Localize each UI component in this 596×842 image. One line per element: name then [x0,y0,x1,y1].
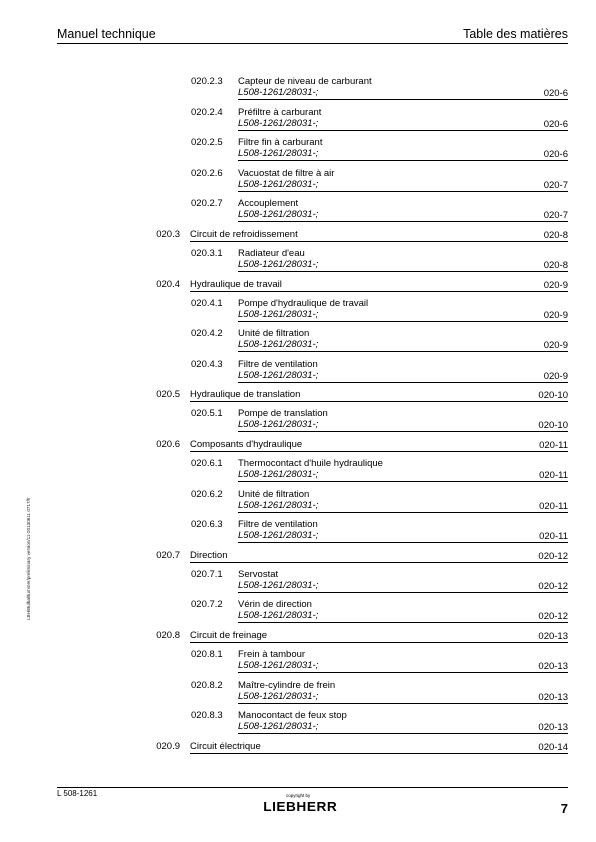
entry-number: 020.7.2 [191,599,223,611]
entry-title: Filtre de ventilation [238,358,318,370]
entry-title: Pompe de translation [238,408,328,420]
entry-number: 020.2.7 [191,198,223,210]
entry-number: 020.2.6 [191,167,223,179]
toc-entry[interactable] [0,107,596,133]
page-ref: 020-14 [538,741,568,753]
entry-number: 020.8.2 [191,679,223,691]
page-ref: 020-6 [543,118,568,130]
page-ref: 020-6 [543,88,568,99]
entry-title: Servostat [238,568,279,580]
entry-number: 020.6.1 [191,458,223,469]
section-title: Circuit de freinage [190,630,268,641]
model-ref: L508-1261/28031-; [238,117,319,129]
section-title: Circuit de refroidissement [190,229,298,240]
entry-underline [238,191,568,192]
entry-underline [238,160,568,161]
page-ref: 020-7 [543,179,568,191]
model-ref: L508-1261/28031-; [238,530,319,542]
toc-section[interactable] [0,439,596,453]
toc-section[interactable] [0,229,596,243]
entry-title: Radiateur d'eau [238,248,305,259]
header-divider [57,43,568,44]
entry-number: 020.4.2 [191,328,223,340]
page-ref: 020-11 [539,470,568,481]
page-ref: 020-10 [538,420,568,432]
entry-number: 020.4.3 [191,358,223,370]
entry-underline [190,401,568,402]
entry-number: 020.7.1 [191,568,223,580]
model-ref: L508-1261/28031-; [238,209,319,221]
entry-title: Vacuostat de filtre à air [238,167,335,179]
entry-underline [238,622,568,623]
entry-number: 020.4.1 [191,297,223,309]
page-ref: 020-13 [538,661,568,672]
page-ref: 020-9 [543,370,568,382]
toc-section[interactable] [0,279,596,293]
entry-underline [190,753,568,754]
toc-section[interactable] [0,389,596,403]
page-ref: 020-12 [538,550,568,562]
entry-title: Thermocontact d'huile hydraulique [238,458,383,469]
page-ref: 020-7 [543,210,568,222]
header-section: Table des matières [463,27,568,41]
model-ref: L508-1261/28031-; [238,419,319,431]
entry-underline [238,130,568,131]
page-ref: 020-13 [538,722,568,734]
entry-title: Préfiltre à carburant [238,106,322,118]
entry-title: Vérin de direction [238,599,312,611]
page-ref: 020-9 [543,309,568,321]
entry-number: 020.6.3 [191,519,223,531]
model-ref: L508-1261/28031-; [238,721,319,733]
entry-underline [190,241,568,242]
entry-underline [238,703,568,704]
header-title: Manuel technique [57,27,156,41]
entry-underline [238,382,568,383]
entry-title: Frein à tambour [238,649,306,660]
entry-underline [190,451,568,452]
page-ref: 020-12 [538,611,568,623]
toc-entry[interactable] [0,680,596,706]
model-ref: L508-1261/28031-; [238,610,319,622]
section-title: Hydraulique de translation [190,389,301,401]
section-title: Composants d'hydraulique [190,439,303,450]
toc-entry[interactable] [0,458,596,484]
page-ref: 020-8 [543,230,568,241]
toc-section[interactable] [0,630,596,644]
toc-entry[interactable] [0,489,596,515]
entry-underline [238,592,568,593]
liebherr-logo: LIEBHERR [263,799,338,814]
section-title: Circuit électrique [190,740,261,752]
entry-number: 020.3.1 [191,248,223,259]
entry-number: 020.8.3 [191,710,223,722]
model-ref: L508-1261/28031-; [238,308,319,320]
page-ref: 020-11 [539,500,568,512]
page-ref: 020-13 [538,691,568,703]
entry-title: Filtre de ventilation [238,519,318,531]
model-ref: L508-1261/28031-; [238,339,319,351]
model-ref: L508-1261/28031-; [238,259,319,270]
section-number: 020.5 [156,389,180,401]
entry-underline [238,431,568,432]
section-title: Direction [190,549,228,561]
toc-entry[interactable] [0,137,596,163]
entry-underline [238,351,568,352]
toc-entry[interactable] [0,168,596,194]
toc-entry[interactable] [0,76,596,102]
toc-entry[interactable] [0,328,596,354]
entry-title: Manocontact de feux stop [238,710,347,722]
page-ref: 020-10 [538,390,568,402]
entry-number: 020.8.1 [191,649,223,660]
section-number: 020.9 [156,740,180,752]
entry-title: Capteur de niveau de carburant [238,76,372,87]
entry-number: 020.2.5 [191,137,223,149]
toc-entry[interactable] [0,569,596,595]
page-ref: 020-11 [539,440,568,451]
entry-underline [238,271,568,272]
entry-title: Accouplement [238,198,299,210]
entry-underline [190,642,568,643]
entry-underline [238,321,568,322]
model-ref: L508-1261/28031-; [238,148,319,160]
sidebar-version-text: LBH/Bulbaltlummer/preliminary version/11-20130611 0717/fr [26,497,31,620]
entry-title: Pompe d'hydraulique de travail [238,297,369,309]
model-ref: L508-1261/28031-; [238,178,319,190]
toc-entry[interactable] [0,710,596,736]
section-number: 020.4 [156,278,180,290]
page-ref: 020-6 [543,149,568,161]
model-ref: L508-1261/28031-; [238,579,319,591]
section-number: 020.3 [156,229,180,240]
page-ref: 020-13 [538,631,568,642]
page-ref: 020-11 [539,531,568,543]
footer-divider [57,787,568,788]
toc-entry[interactable] [0,599,596,625]
model-ref: L508-1261/28031-; [238,660,319,671]
entry-underline [238,733,568,734]
entry-underline [238,481,568,482]
entry-number: 020.6.2 [191,488,223,500]
entry-title: Filtre fin à carburant [238,137,323,149]
section-number: 020.6 [156,439,180,450]
entry-number: 020.2.4 [191,106,223,118]
model-ref: L508-1261/28031-; [238,690,319,702]
toc-entry[interactable] [0,198,596,224]
entry-underline [238,512,568,513]
footer-doc-id: L 508-1261 [57,789,98,798]
toc-section[interactable] [0,741,596,755]
entry-number: 020.5.1 [191,408,223,420]
entry-underline [238,672,568,673]
toc-entry[interactable] [0,408,596,434]
page-ref: 020-9 [543,279,568,291]
page-ref: 020-9 [543,340,568,352]
page-ref: 020-8 [543,260,568,271]
toc-entry[interactable] [0,298,596,324]
toc-section[interactable] [0,550,596,564]
section-number: 020.7 [156,549,180,561]
copyright-text: copyright by [286,793,311,798]
entry-underline [238,99,568,100]
entry-title: Maître-cylindre de frein [238,679,336,691]
toc-entry[interactable] [0,359,596,385]
model-ref: L508-1261/28031-; [238,87,319,98]
entry-underline [190,562,568,563]
model-ref: L508-1261/28031-; [238,469,319,480]
toc-entry[interactable] [0,519,596,545]
model-ref: L508-1261/28031-; [238,499,319,511]
entry-underline [238,221,568,222]
section-title: Hydraulique de travail [190,278,282,290]
section-number: 020.8 [156,630,180,641]
model-ref: L508-1261/28031-; [238,369,319,381]
entry-number: 020.2.3 [191,76,223,87]
entry-underline [190,291,568,292]
entry-title: Unité de filtration [238,488,310,500]
page-ref: 020-12 [538,580,568,592]
page-number: 7 [560,801,568,816]
toc-entry[interactable] [0,649,596,675]
entry-underline [238,542,568,543]
toc-entry[interactable] [0,248,596,274]
entry-title: Unité de filtration [238,328,310,340]
